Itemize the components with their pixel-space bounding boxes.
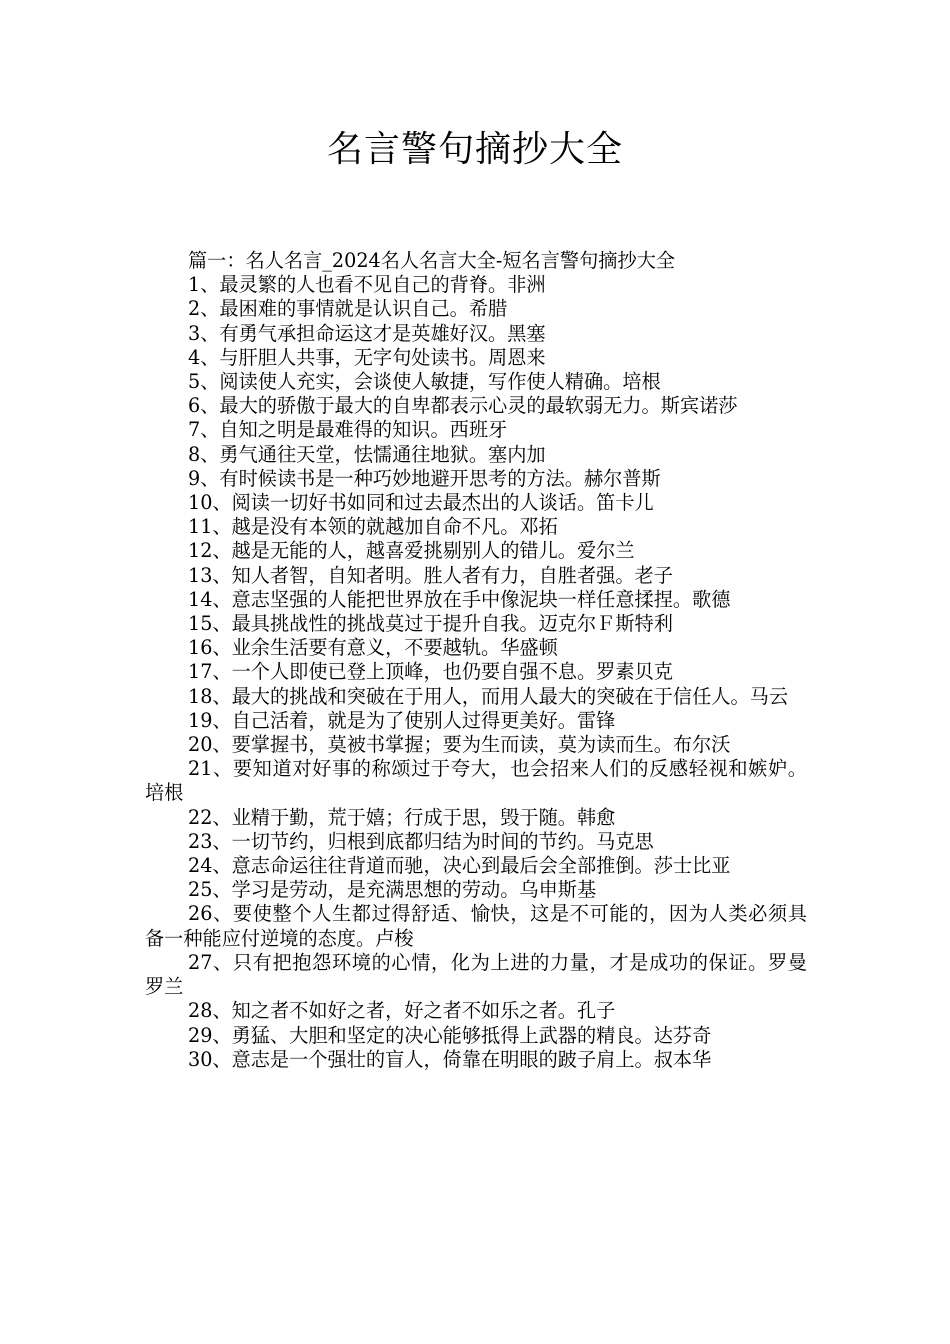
quote-8: 8、勇气通往天堂，怯懦通往地狱。塞内加: [188, 442, 546, 466]
quote-29: 29、勇猛、大胆和坚定的决心能够抵得上武器的精良。达芬奇: [188, 1023, 712, 1047]
quote-6: 6、最大的骄傲于最大的自卑都表示心灵的最软弱无力。斯宾诺莎: [188, 394, 738, 418]
quote-26: 26、要使整个人生都过得舒适、愉快，这是不可能的，因为人类必须具备一种能应付逆境的态度。卢梭: [145, 902, 807, 950]
quote-9: 9、有时候读书是一种巧妙地避开思考的方法。赫尔普斯: [188, 466, 661, 490]
quote-24: 24、意志命运往往背道而驰，决心到最后会全部推倒。莎士比亚: [188, 854, 731, 878]
quote-2: 2、最困难的事情就是认识自己。希腊: [188, 297, 508, 321]
quote-11: 11、越是没有本领的就越加自命不凡。邓拓: [188, 515, 558, 539]
section-heading: 篇一：名人名言_2024名人名言大全-短名言警句摘抄大全: [188, 249, 676, 272]
quote-23: 23、一切节约，归根到底都归结为时间的节约。马克思: [188, 829, 654, 853]
quote-28: 28、知之者不如好之者，好之者不如乐之者。孔子: [188, 999, 616, 1023]
quote-25: 25、学习是劳动，是充满思想的劳动。乌申斯基: [188, 878, 597, 902]
quote-20: 20、要掌握书，莫被书掌握；要为生而读，莫为读而生。布尔沃: [188, 733, 731, 757]
quote-5: 5、阅读使人充实，会谈使人敏捷，写作使人精确。培根: [188, 370, 661, 394]
quote-4: 4、与肝胆人共事，无字句处读书。周恩来: [188, 345, 546, 369]
quote-19: 19、自己活着，就是为了使别人过得更美好。雷锋: [188, 708, 616, 732]
quote-21: 21、要知道对好事的称颂过于夸大，也会招来人们的反感轻视和嫉妒。培根: [145, 757, 807, 805]
quote-3: 3、有勇气承担命运这才是英雄好汉。黑塞: [188, 321, 546, 345]
quote-10: 10、阅读一切好书如同和过去最杰出的人谈话。笛卡儿: [188, 491, 654, 515]
quote-15: 15、最具挑战性的挑战莫过于提升自我。迈克尔Ｆ斯特利: [188, 612, 673, 636]
quote-16: 16、业余生活要有意义，不要越轨。华盛顿: [188, 636, 558, 660]
quote-27: 27、只有把抱怨环境的心情，化为上进的力量，才是成功的保证。罗曼罗兰: [145, 950, 807, 999]
document-body: [145, 249, 807, 1072]
quote-30: 30、意志是一个强壮的盲人，倚靠在明眼的跛子肩上。叔本华: [188, 1047, 712, 1071]
quote-7: 7、自知之明是最难得的知识。西班牙: [188, 418, 508, 442]
quote-12: 12、越是无能的人，越喜爱挑剔别人的错儿。爱尔兰: [188, 539, 635, 563]
quote-22: 22、业精于勤，荒于嬉；行成于思，毁于随。韩愈: [188, 805, 616, 829]
quote-1: 1、最灵繁的人也看不见自己的背脊。非洲: [188, 273, 546, 297]
quote-13: 13、知人者智，自知者明。胜人者有力，自胜者强。老子: [188, 563, 673, 587]
quote-18: 18、最大的挑战和突破在于用人，而用人最大的突破在于信任人。马云: [188, 684, 789, 708]
document-title: 名言警句摘抄大全: [326, 129, 623, 170]
quote-17: 17、一个人即使已登上顶峰，也仍要自强不息。罗素贝克: [188, 660, 673, 684]
quote-14: 14、意志坚强的人能把世界放在手中像泥块一样任意揉捏。歌德: [188, 587, 731, 611]
